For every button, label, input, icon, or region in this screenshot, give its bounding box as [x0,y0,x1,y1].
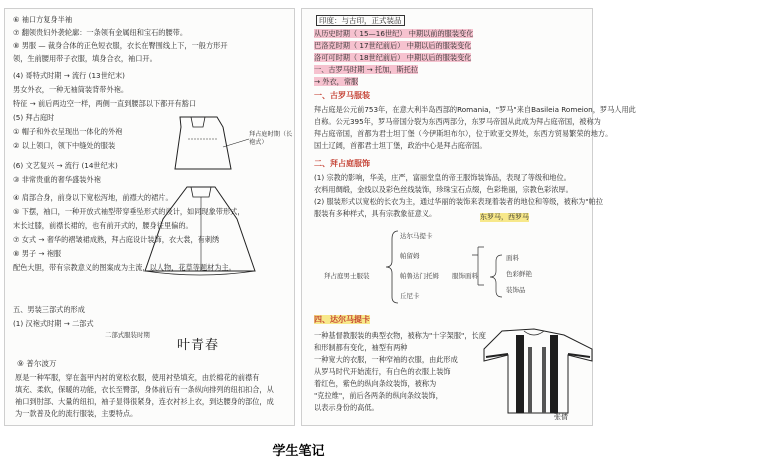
section-3-title-text: 四、达尔马提卡 [314,315,370,324]
pourpoint-line: 原是一种军服，穿在盔甲内衬的宽松衣服，使用衬垫填充，由於棉花的前襟有 [15,373,260,382]
note-line: 末长过膝，前襟长裙的，也有前开式的，腰身往里偏的。 [13,221,193,230]
section-3-line: 着红色，紫色的纵向条纹装饰，被称为 [314,379,437,388]
left-note-page [4,8,295,426]
right-heading-text: 印度：与古印，正式装品 [316,15,405,26]
pourpoint-line: 袖口到肘部、大量的纽扣，袖子显得很紧身，连衣衬衫上衣，到达腰身的部位，成 [15,397,274,406]
note-line: ⑦ 女式 → 奢华的褶皱裙成熟，拜占庭设计装饰，衣大裳，有刺绣 [13,235,220,244]
section-2-line: 衣料用绸缎，金线以及彩色丝线装饰，珍珠宝石点缀，色彩艳丽，宗教色彩浓厚。 [314,185,573,194]
note-line: (4) 哥特式时期 → 流行 (13世纪末) [13,71,125,80]
note-line: 特征 → 前后两边空一样，两侧一直到腰部以下都开有豁口 [13,99,197,108]
table-col-1-item: 达尔马提卡 [400,232,433,240]
pourpoint-line: 为一款普及化的流行服装，主要特点。 [15,409,138,418]
section-3-line: 以表示身份的高低。 [314,403,379,412]
note-line: ① 帽子和外衣呈现出一体化的外袍 [13,127,123,136]
table-col-2-label: 服饰面料 [452,272,478,280]
table-row-label: 拜占庭男士服装 [324,272,370,280]
note-line: ⑤ 下摆，袖口，一种开放式袖型带穿垂坠形式的设计，如同现象带形式， [13,207,245,216]
section-3-line: 一种宽大的衣服，一种窄袖的衣服，由此形成 [314,355,458,364]
note-line: 配色大胆，带有宗教意义的图案成为主流，以人物，花草等题材为主。 [13,263,236,272]
section-3-line: "克拉维"，前后各两条的纵向条纹装饰， [314,391,443,400]
table-col-1-item: 丘尼卡 [400,292,420,300]
note-line: ③ 非常贵重的奢华盛装外袍 [13,175,101,184]
right-note-page [301,8,636,426]
garment-note-right: 拜占庭时期（长袍式） [249,131,293,146]
pink-line: 洛可可时期（ 18世纪前后） 中期以后的服装变化 [314,53,472,62]
table-col-3-item: 装饰品 [506,286,526,294]
note-line: (1) 汉袍式时期 → 二部式 [13,319,94,328]
dalmatica-sketch [302,9,636,427]
section-1-line: 拜占庭帝国，首都为君士坦丁堡（今伊斯坦布尔），位于欧亚交界处，东西方贸易繁荣的地方。 [314,129,613,138]
pink-line: 一、古罗马时期 → 托加，斯托拉 [314,65,419,74]
section-3-line: 和形制都有变化，袖型有两种 [314,343,408,352]
note-line: ⑦ 翻领贵妇外袭轮廓：一条领有金属纽和宝石的腰带。 [13,28,188,37]
section-1-line: 拜占庭是公元前753年，在意大利半岛西部的Romania，"罗马"来自Basileia Romeion，罗马人用此 [314,105,636,114]
section-2-line: (2) 服装形式以宽松的长衣为主，通过华丽的装饰来表现着装者的地位和等级，被称为"帕拉 [314,197,603,206]
section-3-line: 从罗马时代开始流行，有白色的衣服上装饰 [314,367,451,376]
section-1-line: 国土辽阔，首都君士坦丁堡，政治中心是拜占庭帝国。 [314,141,487,150]
table-col-1-item: 帕鲁达门托姆 [400,272,439,280]
section-1-title: 一、古罗马服装 [314,91,370,100]
signature-left: 叶青春 [177,338,220,353]
pourpoint-heading: ⑨ 普尔波万 [17,359,57,368]
section-2-title: 二、拜占庭服饰 [314,159,370,168]
section-2-line: 服装有多种样式，具有宗教象征意义。 [314,209,437,218]
note-line: (5) 拜占庭时 [13,113,55,122]
pink-line: 从历史时期（ 15—16世纪） 中期以前的服装变化 [314,29,474,38]
signature-right: 张倩 [554,413,568,421]
note-line: ⑥ 袖口方复身半袖 [13,15,73,24]
note-line: 男女外衣，一种无袖筒装背带外袍。 [13,85,129,94]
section-1-line: 自称。公元395年，罗马帝国分裂为东西两部分，东罗马帝国从此成为拜占庭帝国，被称为 [314,117,601,126]
note-line: 领，生前腰用带子衣服，填身合衣，袖口开。 [13,54,157,63]
pink-line: → 外衣，常服 [314,77,359,86]
pink-line: 巴洛克时期（ 17世纪前后） 中期以后的服装变化 [314,41,472,50]
table-col-1-item: 帕留姆 [400,252,420,260]
garment-note-bottom: 二部式服装时期 [105,331,150,339]
pourpoint-line: 填充、柔软，保暖的功能，衣长至臀部，身体前后有一条纵向排列的纽扣扣合，从 [15,385,274,394]
note-line: 五、男装三部式的形成 [13,305,85,314]
note-line: ⑧ 男服 — 裁身合体的正色短衣服，衣长在臀围线上下，一般方形开 [13,41,228,50]
table-col-3-item: 色彩鲜艳 [506,270,532,278]
note-line: ② 以上领口，领下中缝处的服装 [13,141,116,150]
section-2-line: (1) 宗教的影响，华美，庄严，富丽堂皇的帝王服饰装饰品，表现了等级和地位。 [314,173,571,182]
section-2-key-phrase-text: 东罗马，西罗马 [480,213,529,221]
figure-caption: 学生笔记 [272,444,325,459]
note-line: ⑧ 男子 → 袍服 [13,249,62,258]
note-line: ④ 肩部合身，前身以下宽松泻地，前襟大的裙片。 [13,193,173,202]
note-line: (6) 文艺复兴 → 流行 (14世纪末) [13,161,118,170]
section-3-line: 一种基督教服装的典型衣物，被称为"十字架服"，长度 [314,331,486,340]
table-col-3-item: 面料 [506,254,519,262]
